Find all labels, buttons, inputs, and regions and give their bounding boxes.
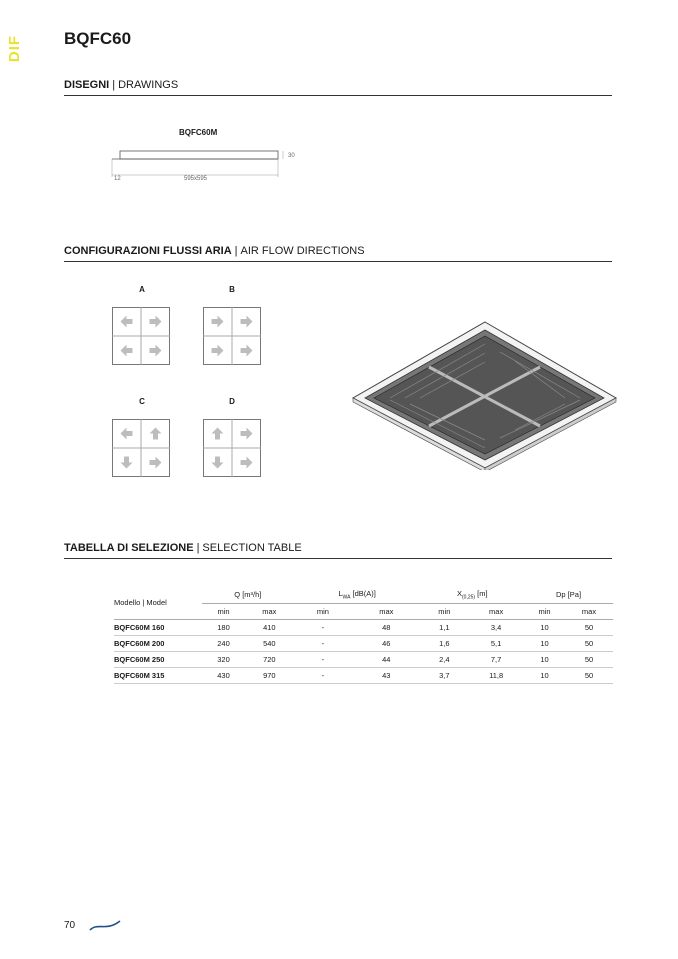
section-airflow-it: CONFIGURAZIONI FLUSSI ARIA: [64, 245, 232, 257]
min-header: min: [202, 604, 245, 620]
value-cell: 44: [352, 652, 420, 668]
table-row: [114, 636, 613, 652]
header-q: Q [m³/h]: [202, 586, 294, 604]
value-cell: 7,7: [468, 652, 524, 668]
max-header: max: [352, 604, 420, 620]
page-title: BQFC60: [64, 29, 132, 48]
value-cell: 43: [352, 668, 420, 684]
config-grid: [203, 307, 261, 365]
value-cell: 5,1: [468, 636, 524, 652]
value-cell: 50: [565, 636, 613, 652]
diffuser-illustration: [350, 320, 620, 470]
config-grid: [203, 419, 261, 477]
page-number: 70: [64, 920, 76, 931]
value-cell: 3,4: [468, 620, 524, 636]
value-cell: 10: [524, 636, 565, 652]
config-letter: D: [229, 397, 235, 406]
max-header: max: [565, 604, 613, 620]
min-header: min: [421, 604, 469, 620]
value-cell: 50: [565, 652, 613, 668]
max-header: max: [245, 604, 294, 620]
section-airflow-en: AIR FLOW DIRECTIONS: [240, 245, 365, 257]
value-cell: 3,7: [421, 668, 469, 684]
model-cell: BQFC60M 160: [114, 620, 202, 636]
value-cell: 11,8: [468, 668, 524, 684]
value-cell: 50: [565, 668, 613, 684]
drawing-profile: [120, 151, 278, 159]
value-cell: 720: [245, 652, 294, 668]
drawing-label: BQFC60M: [179, 128, 218, 137]
header-lwa: $L_{WA}$ [dB(A)]: [294, 586, 421, 604]
model-cell: BQFC60M 250: [114, 652, 202, 668]
value-cell: 48: [352, 620, 420, 636]
value-cell: 540: [245, 636, 294, 652]
header-throw: $X_{(0,25)}$ [m]: [421, 586, 525, 604]
section-airflow-heading: CONFIGURAZIONI FLUSSI ARIA | AIR FLOW DIRECTIONS: [64, 245, 612, 262]
value-cell: 10: [524, 668, 565, 684]
config-grid: [112, 419, 170, 477]
config-letter: A: [139, 285, 145, 294]
value-cell: -: [294, 668, 352, 684]
selection-table: [114, 586, 613, 684]
config-letter: C: [139, 397, 145, 406]
value-cell: 10: [524, 620, 565, 636]
value-cell: 10: [524, 652, 565, 668]
model-header: Modello | Model: [114, 586, 202, 620]
value-cell: -: [294, 620, 352, 636]
section-table-heading: TABELLA DI SELEZIONE | SELECTION TABLE: [64, 542, 612, 559]
value-cell: 1,1: [421, 620, 469, 636]
max-header: max: [468, 604, 524, 620]
value-cell: 1,6: [421, 636, 469, 652]
config-letter: B: [229, 285, 235, 294]
value-cell: 970: [245, 668, 294, 684]
dim-edge: 12: [114, 176, 121, 182]
side-tab: [7, 34, 23, 62]
value-cell: 410: [245, 620, 294, 636]
side-tab-label: DIF: [6, 34, 24, 63]
value-cell: -: [294, 636, 352, 652]
value-cell: 240: [202, 636, 245, 652]
min-header: min: [294, 604, 352, 620]
table-row: [114, 668, 613, 684]
dim-size: 595x595: [184, 176, 208, 182]
section-drawings-heading: DISEGNI | DRAWINGS: [64, 79, 612, 96]
table-row: [114, 652, 613, 668]
value-cell: 180: [202, 620, 245, 636]
value-cell: -: [294, 652, 352, 668]
table-row: [114, 620, 613, 636]
model-header-en: Model: [146, 598, 167, 607]
value-cell: 50: [565, 620, 613, 636]
brand-logo-icon: [88, 919, 122, 933]
section-table-en: SELECTION TABLE: [202, 542, 302, 554]
header-lwa-unit: [dB(A)]: [352, 588, 376, 598]
section-table-it: TABELLA DI SELEZIONE: [64, 542, 194, 554]
value-cell: 46: [352, 636, 420, 652]
value-cell: 2,4: [421, 652, 469, 668]
section-drawings-en: DRAWINGS: [118, 79, 179, 91]
header-throw-unit: [m]: [477, 588, 488, 598]
value-cell: 320: [202, 652, 245, 668]
dim-height: 30: [288, 153, 295, 159]
value-cell: 430: [202, 668, 245, 684]
header-dp: Dp [Pa]: [524, 586, 613, 604]
section-drawings-it: DISEGNI: [64, 79, 110, 91]
config-grid: [112, 307, 170, 365]
model-header-it: Modello: [114, 598, 141, 607]
min-header: min: [524, 604, 565, 620]
model-cell: BQFC60M 315: [114, 668, 202, 684]
side-drawing: [108, 145, 308, 185]
model-cell: BQFC60M 200: [114, 636, 202, 652]
